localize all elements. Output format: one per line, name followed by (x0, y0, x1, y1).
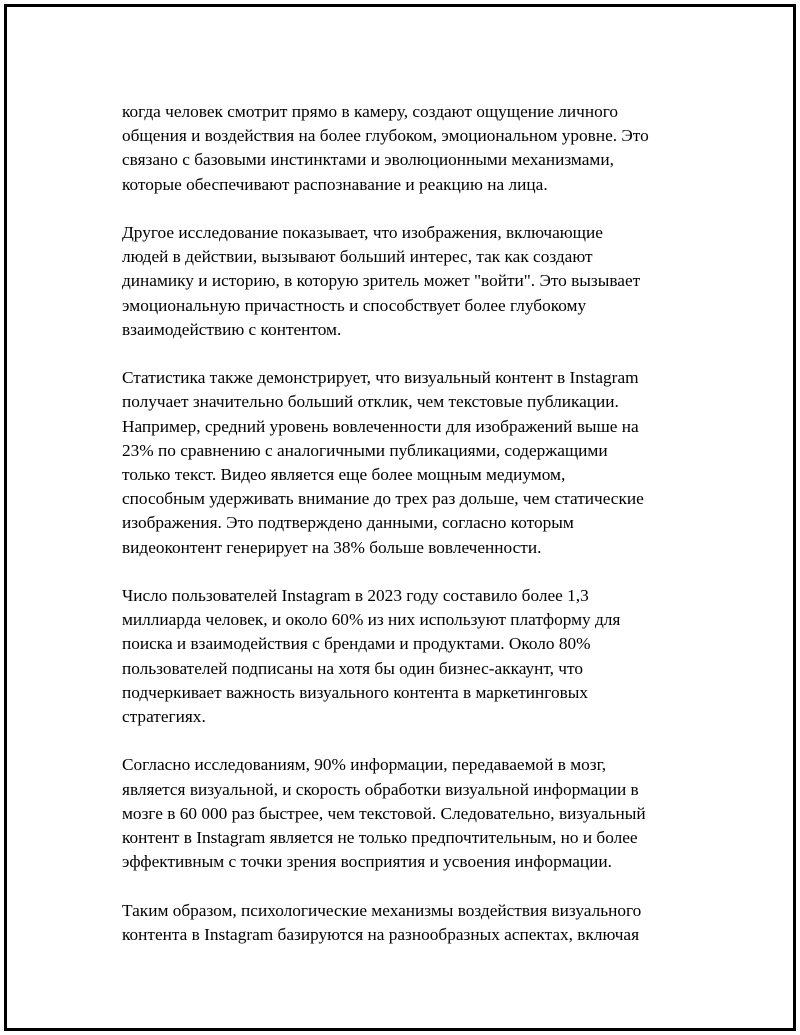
text-line: миллиарда человек, и около 60% из них используют платформу для (122, 610, 621, 630)
text-line: 23% по сравнению с аналогичными публикациями, содержащими (122, 440, 608, 460)
text-line: Другое исследование показывает, что изображения, включающие (122, 223, 603, 242)
text-line: видеоконтент генерирует на 38% больше вовлеченности. (122, 537, 542, 557)
text-line: эффективным с точки зрения восприятия и усвоения информации. (122, 852, 613, 872)
text-line: только текст. Видео является еще более мощным медиумом, (122, 465, 566, 485)
paragraph-5 (122, 753, 697, 874)
paragraph-1 (122, 100, 697, 197)
page-frame (4, 4, 796, 1031)
text-line: динамику и историю, в которую зритель может "войти". Это вызывает (122, 271, 641, 291)
text-line: которые обеспечивают распознавание и реакцию на лица. (122, 174, 548, 194)
paragraph-4 (122, 584, 697, 729)
text-line: пользователей подписаны на хотя бы один бизнес-аккаунт, что (122, 658, 583, 678)
text-line: контента в Instagram базируются на разнообразных аспектах, включая (122, 924, 640, 944)
text-line: Согласно исследованиям, 90% информации, передаваемой в мозг, (122, 755, 607, 775)
text-line: когда человек смотрит прямо в камеру, создают ощущение личного (122, 102, 619, 121)
text-line: поиска и взаимодействия с брендами и продуктами. Около 80% (122, 634, 591, 654)
text-line: контент в Instagram является не только предпочтительным, но и более (122, 828, 638, 848)
text-line: мозге в 60 000 раз быстрее, чем текстовой. Следовательно, визуальный (122, 803, 646, 823)
paragraph-6 (122, 899, 697, 947)
text-line: Число пользователей Instagram в 2023 году составило более 1,3 (122, 586, 589, 606)
text-line: эмоциональную причастность и способствует более глубокому (122, 295, 587, 315)
paragraph-3 (122, 366, 697, 560)
text-line: Статистика также демонстрирует, что визуальный контент в Instagram (122, 368, 639, 388)
text-line: Например, средний уровень вовлеченности для изображений выше на (122, 416, 639, 436)
text-line: изображения. Это подтверждено данными, согласно которым (122, 513, 574, 533)
text-line: взаимодействию с контентом. (122, 319, 342, 339)
text-line: является визуальной, и скорость обработки визуальной информации в (122, 779, 639, 799)
text-line: стратегиях. (122, 707, 206, 727)
text-line: связано с базовыми инстинктами и эволюционными механизмами, (122, 150, 614, 170)
text-line: людей в действии, вызывают больший интерес, так как создают (122, 247, 593, 267)
paragraph-2 (122, 221, 697, 342)
text-line: получает значительно больший отклик, чем текстовые публикации. (122, 392, 619, 412)
document-body (122, 100, 697, 971)
text-line: подчеркивает важность визуального контента в маркетинговых (122, 682, 589, 702)
text-line: способным удерживать внимание до трех раз дольше, чем статические (122, 489, 644, 509)
text-line: Таким образом, психологические механизмы воздействия визуального (122, 900, 642, 920)
text-line: общения и воздействия на более глубоком, эмоциональном уровне. Это (122, 126, 649, 146)
